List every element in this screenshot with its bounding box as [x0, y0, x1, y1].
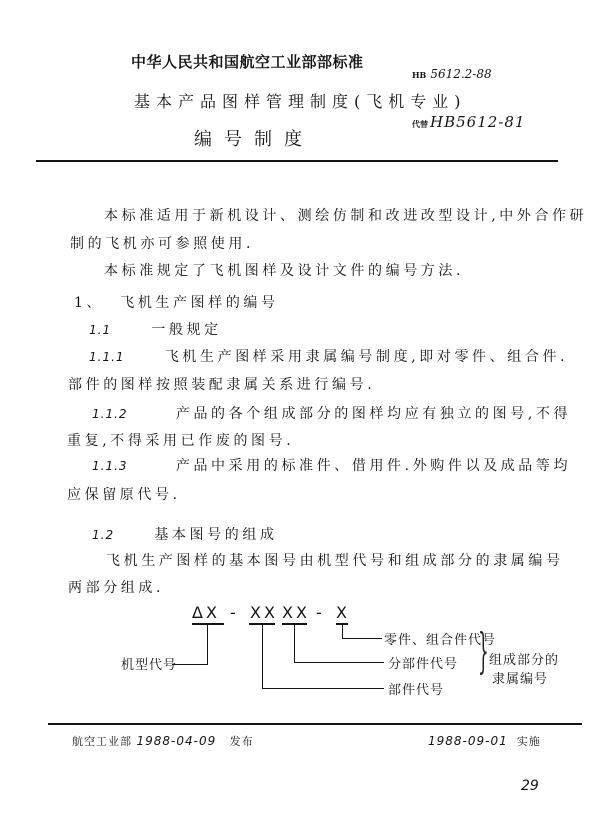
- section-title: 飞机生产图样的编号: [120, 295, 279, 311]
- standard-code-prefix: HB: [412, 70, 427, 80]
- section-heading-1-2: [92, 521, 278, 549]
- brace: }: [478, 623, 489, 679]
- issuer: 航空工业部: [72, 735, 132, 748]
- connector-line: [342, 638, 382, 639]
- organization-title: 中华人民共和国航空工业部部标准: [131, 53, 364, 71]
- connector-line: [342, 624, 343, 638]
- paragraph-1-2: 飞机生产图样的基本图号由机型代号和组成部分的隶属编号: [106, 553, 564, 569]
- clause-text: 产品中采用的标准件、借用件.外购件以及成品等均: [175, 458, 572, 474]
- header-divider: [36, 160, 558, 162]
- code-model: ΔX: [192, 603, 220, 622]
- clause-1-1-3: [92, 452, 571, 480]
- scope-paragraph: 本标准规定了飞机图样及设计文件的编号方法.: [104, 263, 465, 279]
- standard-code-value: 5612.2-88: [430, 67, 492, 81]
- replaces-code: [412, 113, 525, 131]
- issue-label: 发布: [229, 735, 254, 748]
- connector-line: [207, 624, 208, 665]
- section-title: 一般规定: [151, 322, 222, 338]
- clause-text-continued: 部件的图样按照装配隶属关系进行编号.: [68, 377, 376, 393]
- code-dash: -: [230, 603, 239, 622]
- effective-label: 实施: [516, 735, 541, 748]
- clause-text: 产品的各个组成部分的图样均应有独立的图号,不得: [175, 406, 572, 422]
- clause-number: 1.1.2: [92, 407, 128, 421]
- replaces-value: HB5612-81: [430, 113, 526, 131]
- code-subcomponent: XX: [282, 603, 310, 622]
- clause-text-continued: 应保留原代号.: [67, 487, 181, 503]
- component-code-label: 部件代号: [388, 683, 445, 698]
- connector-line: [294, 624, 295, 662]
- connector-line: [262, 688, 384, 689]
- issue-info: [72, 733, 254, 749]
- clause-number: 1.1.3: [92, 459, 128, 473]
- document-title: 基本产品图样管理制度(飞机专业): [134, 92, 467, 111]
- section-number: 1.1: [89, 323, 112, 337]
- code-dash: -: [316, 603, 325, 622]
- clause-text: 飞机生产图样采用隶属编号制度,即对零件、组合件.: [164, 349, 569, 365]
- section-heading-1: [74, 289, 279, 317]
- issue-date: 1988-04-09: [136, 734, 217, 748]
- footer-divider: [48, 723, 582, 725]
- part-code-label: 零件、组合件代号: [384, 633, 497, 648]
- intro-paragraph-line: 本标准适用于新机设计、测绘仿制和改进改型设计,中外合作研: [104, 208, 588, 224]
- section-heading-1-1: [89, 316, 222, 344]
- standard-code: [412, 67, 492, 81]
- replaces-prefix: 代替: [412, 119, 428, 129]
- connector-line: [294, 662, 384, 663]
- clause-number: 1.1.1: [89, 350, 125, 364]
- effective-date: 1988-09-01: [428, 734, 508, 748]
- effective-info: [428, 733, 541, 749]
- model-code-label: 机型代号: [121, 658, 178, 673]
- section-number: 1.2: [92, 528, 115, 542]
- paragraph-1-2-continued: 两部分组成.: [68, 580, 165, 596]
- section-title: 基本图号的组成: [154, 527, 278, 543]
- code-component: XX: [250, 603, 278, 622]
- clause-text-continued: 重复,不得采用已作废的图号.: [67, 433, 295, 449]
- subcomponent-code-label: 分部件代号: [388, 657, 459, 672]
- clause-1-1-2: [92, 400, 571, 428]
- underline: [192, 623, 224, 625]
- group-label-line2: 隶属编号: [492, 672, 549, 687]
- section-number: 1、: [74, 295, 105, 311]
- clause-1-1-1: [89, 343, 568, 371]
- intro-paragraph-line: 制的飞机亦可参照使用.: [70, 236, 255, 252]
- group-label-line1: 组成部分的: [489, 653, 560, 668]
- page-number: 29: [521, 778, 539, 794]
- connector-line: [262, 624, 263, 688]
- connector-line: [172, 664, 208, 665]
- document-subtitle: 编号制度: [194, 129, 314, 150]
- code-part: X: [336, 603, 350, 622]
